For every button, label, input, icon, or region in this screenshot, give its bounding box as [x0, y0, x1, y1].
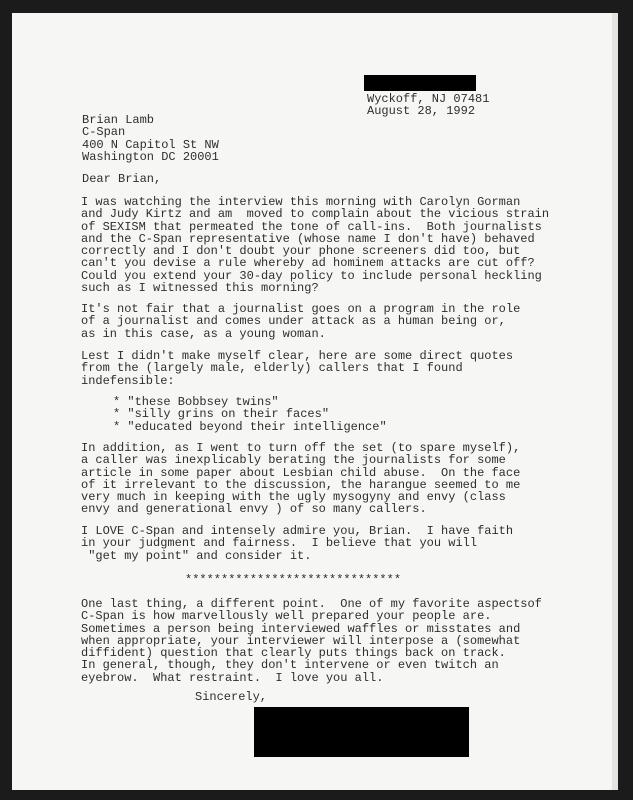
closing-text: Sincerely, — [195, 690, 268, 704]
paragraph-line: envy and generational envy ) of so many callers. — [81, 502, 427, 517]
paragraph-line: of it irrelevant to the discussion, the harangue seemed to me — [81, 477, 521, 492]
separator-text: ****************************** — [185, 573, 402, 587]
redacted-signature — [254, 707, 469, 757]
paragraph-line: article in some paper about Lesbian child abuse. On the face — [81, 465, 521, 480]
paragraph-6 — [81, 598, 601, 684]
salutation-text: Dear Brian, — [82, 172, 162, 186]
paragraph-line: when appropriate, your interviewer will interpose a (somewhat — [81, 633, 521, 648]
recipient-line: 400 N Capitol St NW — [82, 137, 219, 152]
paragraph-5 — [81, 525, 601, 562]
paragraph-line: can't you devise a rule whereby ad hominem attacks are cut off? — [81, 256, 535, 271]
paragraph-4 — [81, 442, 601, 516]
paragraph-line: as in this case, as a young woman. — [81, 326, 326, 341]
paragraph-line: in your judgment and fairness. I believe that you will — [81, 536, 478, 551]
recipient-line: Washington DC 20001 — [82, 149, 219, 164]
quote-item: * "silly grins on their faces" — [113, 407, 330, 422]
recipient-line: C-Span — [82, 125, 126, 140]
paragraph-line: correctly and I don't doubt your phone screeners did too, but — [81, 244, 521, 259]
separator — [185, 574, 401, 586]
paragraph-line: diffident) question that clearly puts things back on track. — [81, 646, 506, 661]
paragraph-line: C-Span is how marvellously well prepared your people are. — [81, 609, 492, 624]
letter-date: August 28, 1992 — [367, 104, 476, 119]
sender-address — [367, 93, 489, 118]
page-edge-shadow — [612, 13, 618, 790]
redacted-sender-name — [364, 75, 476, 91]
quote-item: * "these Bobbsey twins" — [113, 395, 279, 409]
paragraph-line: It's not fair that a journalist goes on a program in the role — [81, 302, 521, 316]
paragraph-line: and Judy Kirtz and am moved to complain about the vicious strain — [81, 207, 550, 222]
paragraph-line: One last thing, a different point. One of my favorite aspectsof — [81, 597, 542, 611]
paragraph-line: In general, though, they don't intervene or even twitch an — [81, 658, 499, 673]
recipient-address — [82, 114, 219, 163]
paragraph-line: of a journalist and comes under attack as a human being or, — [81, 314, 506, 329]
paragraph-line: from the (largely male, elderly) callers that I found — [81, 361, 463, 376]
paragraph-line: and the C-Span representative (whose name I don't have) behaved — [81, 231, 535, 246]
recipient-line: Brian Lamb — [82, 113, 155, 127]
paragraph-3 — [81, 350, 601, 387]
paragraph-line: a caller was inexplicably berating the journalists for some — [81, 453, 506, 468]
paragraph-line: eyebrow. What restraint. I love you all. — [81, 670, 384, 685]
letter-page — [12, 13, 618, 790]
paragraph-line: "get my point" and consider it. — [81, 548, 312, 563]
paragraph-line: In addition, as I went to turn off the set (to spare myself), — [81, 441, 521, 455]
paragraph-2 — [81, 303, 601, 340]
paragraph-line: very much in keeping with the ugly mysogyny and envy (class — [81, 490, 506, 505]
paragraph-line: indefensible: — [81, 373, 175, 388]
paragraph-1 — [81, 196, 601, 294]
quote-item: * "educated beyond their intelligence" — [113, 419, 387, 434]
paragraph-line: I was watching the interview this morning with Carolyn Gorman — [81, 195, 521, 209]
salutation — [82, 173, 161, 185]
paragraph-line: Lest I didn't make myself clear, here are some direct quotes — [81, 349, 514, 363]
paragraph-line: such as I witnessed this morning? — [81, 281, 319, 296]
paragraph-line: Sometimes a person being interviewed waffles or misstates and — [81, 621, 521, 636]
paragraph-line: of SEXISM that permeated the tone of call-ins. Both journalists — [81, 219, 542, 234]
paragraph-line: I LOVE C-Span and intensely admire you, Brian. I have faith — [81, 524, 514, 538]
paragraph-line: Could you extend your 30-day policy to include personal heckling — [81, 268, 542, 283]
sender-city: Wyckoff, NJ 07481 — [367, 92, 490, 106]
closing — [195, 691, 267, 703]
quote-list — [113, 396, 387, 433]
